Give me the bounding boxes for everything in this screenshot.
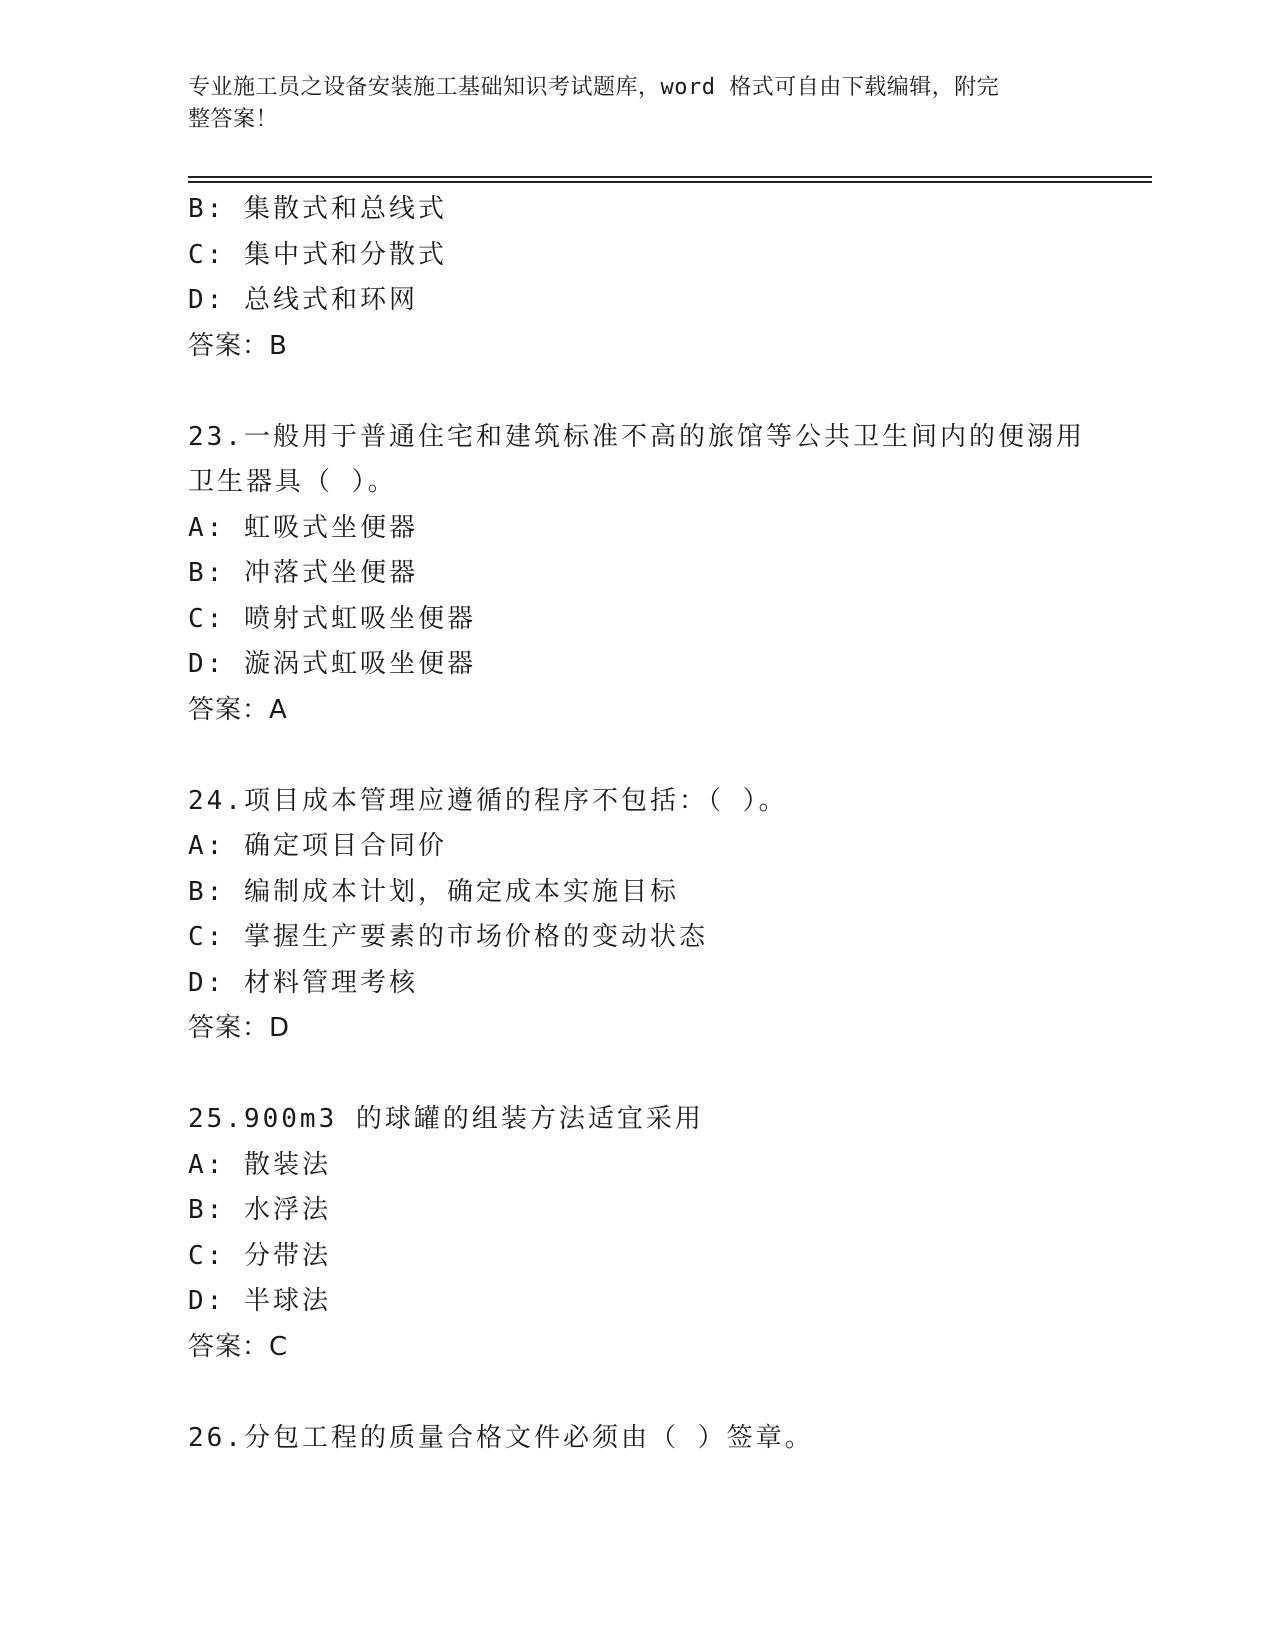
question-stem: 25.900m3 的球罐的组装方法适宜采用 [188, 1104, 704, 1134]
answer: 答案：B [188, 330, 288, 361]
question-stem: 26.分包工程的质量合格文件必须由（ ）签章。 [188, 1422, 814, 1453]
answer: 答案：D [188, 1013, 291, 1043]
answer: 答案：C [188, 1331, 289, 1362]
question-stem-continued: 卫生器具（ ）。 [188, 467, 397, 497]
spacer [188, 733, 1108, 779]
option-b: B: 编制成本计划，确定成本实施目标 [188, 876, 679, 907]
option-d: D: 材料管理考核 [188, 967, 418, 998]
header-divider-top [188, 176, 1152, 178]
option-c: C: 喷射式虹吸坐便器 [188, 603, 476, 634]
document-header [188, 72, 1068, 136]
header-line-1: 专业施工员之设备安装施工基础知识考试题库，word 格式可自由下载编辑，附完 [188, 75, 1000, 100]
option-d: D: 漩涡式虹吸坐便器 [188, 649, 476, 679]
question-24 [188, 779, 1108, 1052]
spacer [188, 1370, 1108, 1416]
option-b: B: 冲落式坐便器 [188, 558, 418, 588]
option-b: B: 集散式和总线式 [188, 194, 447, 224]
header-line-2: 整答案！ [188, 107, 279, 132]
question-23 [188, 415, 1108, 734]
option-c: C: 分带法 [188, 1240, 331, 1271]
option-c: C: 集中式和分散式 [188, 239, 447, 270]
answer: 答案：A [188, 694, 288, 725]
spacer [188, 369, 1108, 415]
question-26 [188, 1416, 1108, 1462]
option-c: C: 掌握生产要素的市场价格的变动状态 [188, 922, 708, 952]
option-a: A: 虹吸式坐便器 [188, 512, 418, 543]
question-stem: 24.项目成本管理应遵循的程序不包括：（ ）。 [188, 785, 788, 816]
header-divider-bottom [188, 181, 1152, 183]
spacer [188, 1052, 1108, 1098]
question-22-tail [188, 187, 1108, 369]
question-list [188, 187, 1108, 1461]
option-a: A: 确定项目合同价 [188, 831, 447, 861]
option-d: D: 总线式和环网 [188, 285, 418, 315]
option-d: D: 半球法 [188, 1286, 331, 1316]
option-a: A: 散装法 [188, 1149, 331, 1180]
question-stem: 23.一般用于普通住宅和建筑标准不高的旅馆等公共卫生间内的便溺用 [188, 421, 1085, 452]
option-b: B: 水浮法 [188, 1195, 331, 1225]
question-25 [188, 1097, 1108, 1370]
